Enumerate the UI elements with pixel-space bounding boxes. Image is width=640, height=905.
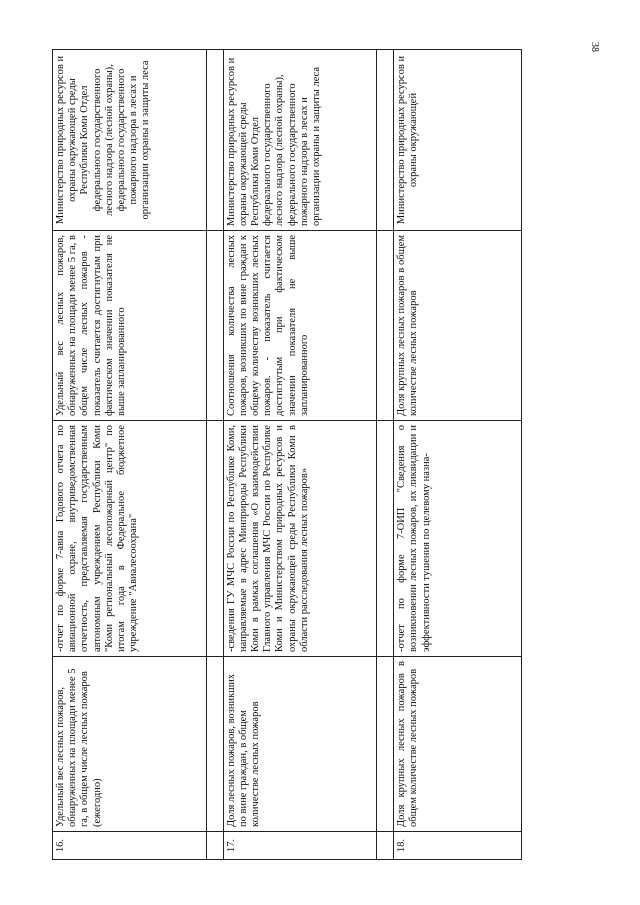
source-cell: -отчет по форме 7-авиа Годового отчета по авиационной охране, внутриведомственная отчетность, представляемая государственным автономным учреждением Республики Коми "Коми региональный лесопожарный центр" по итогам года в Федеральное бюджетное учреждение "Авиалесоохрана" [53,421,207,657]
row-number: 18. [394,832,522,860]
table-row [53,50,207,860]
table-row [394,50,522,860]
row-number: 17. [223,832,377,860]
row-spacer [377,50,394,860]
responsible-cell: Министерство природных ресурсов и охраны окружающей среды Республики Коми Отдел федерального государственного лесного надзора (лесной охраны), федерального государственного пожарного надзора в лесах и организации охраны и защиты леса [53,50,207,231]
indicators-table [52,49,522,860]
row-number: 16. [53,832,207,860]
responsible-cell: Министерство природных ресурсов и охраны окружающей среды Республики Коми Отдел федерального государственного лесного надзора (лесной охраны), федерального государственного пожарного надзора в лесах и организации охраны и защиты леса [223,50,377,231]
indicator-cell: Доля лесных пожаров, возникших по вине граждан, в общем количестве лесных пожаров [223,657,377,832]
page-number: 38 [589,42,600,52]
table-row [223,50,377,860]
method-cell: Соотношения количества лесных пожаров, возникших по вине граждан к общему количеству возникших лесных пожаров. - показатель считается достигнутым при фактическом значении показателя не выше запланированного [223,231,377,421]
rotated-table-container [52,50,522,860]
indicator-cell: Удельный вес лесных пожаров, обнаруженных на площади менее 5 га, в общем числе лесных пожаров (ежегодно) [53,657,207,832]
source-cell: -отчет по форме 7-ОИП "Сведения о возникновении лесных пожаров, их ликвидации и эффективности тушения по целевому назна- [394,421,522,657]
responsible-cell: Министерство природных ресурсов и охраны окружающей [394,50,522,231]
source-cell: -сведения ГУ МЧС России по Республике Коми, направляемые в адрес Минприроды Республики Коми в рамках соглашения «О взаимодействии Главного управления МЧС России по Республике Коми и Министерством природных ресурсов и охраны окружающей среды Республики Коми в области расследования лесных пожаров» [223,421,377,657]
method-cell: Удельный вес лесных пожаров, обнаруженных на площади менее 5 га, в общем числе лесных пожаров - показатель считается достигнутым при фактическом значении показателя не выше запланированного [53,231,207,421]
row-spacer [206,50,223,860]
method-cell: Доля крупных лесных пожаров в общем количестве лесных пожаров [394,231,522,421]
indicator-cell: Доля крупных лесных пожаров в общем количестве лесных пожаров [394,657,522,832]
